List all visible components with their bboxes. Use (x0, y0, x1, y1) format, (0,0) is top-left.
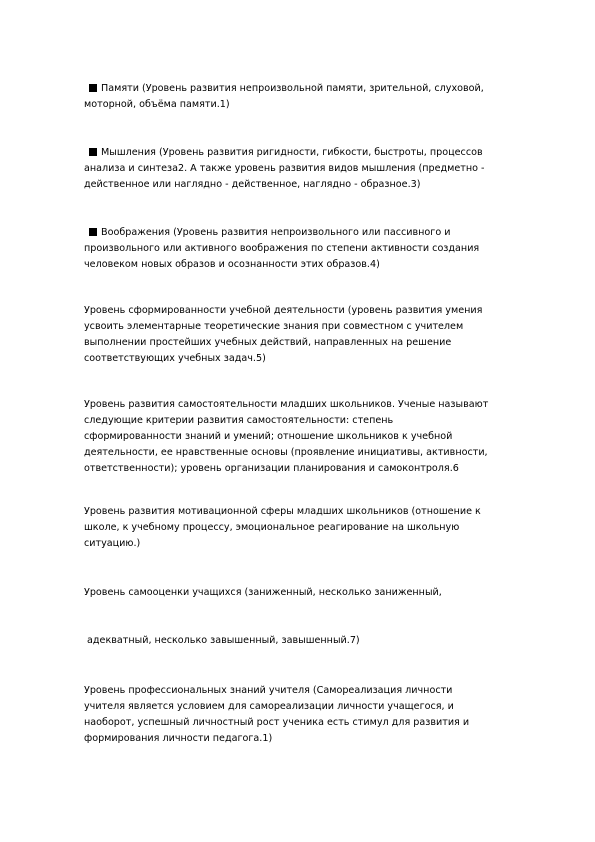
black-square-icon (89, 148, 97, 156)
paragraph-teacher-knowledge: Уровень профессиональных знаний учителя (Самореализация личности учителя является условием для самореализации личности учащегося, и наоборот, успешный личностный рост ученика есть стимул для развития и формирования личности педагога.1) (84, 685, 470, 744)
paragraph-learning-activity: Уровень сформированности учебной деятельности (уровень развития умения усвоить элементарные теоретические знания при совместном с учителем выполнении простейших учебных действий, направленных на решение соответствующих учебных задач.5) (84, 305, 483, 364)
bullet-item-memory (84, 81, 554, 113)
paragraph-independence: Уровень развития самостоятельности младших школьников. Ученые называют следующие критерии развития самостоятельности: степень сформированности знаний и умений; отношение школьников к учебной деятельности, ее нравственные основы (проявление инициативы, активности, ответственности); уровень организации планирования и самоконтроля.6 (84, 399, 489, 474)
black-square-icon (89, 84, 97, 92)
bullet-item-imagination (84, 225, 554, 273)
bullet-item-thinking (84, 145, 554, 193)
paragraph-motivation: Уровень развития мотивационной сферы младших школьников (отношение к школе, к учебному процессу, эмоциональное реагирование на школьную ситуацию.) (84, 506, 481, 549)
paragraph-self-esteem-continued: адекватный, несколько завышенный, завышенный.7) (84, 635, 360, 646)
bullet-item-text: Мышления (Уровень развития ригидности, гибкости, быстроты, процессов анализа и синтеза2. А также уровень развития видов мышления (предметно - действенное или наглядно - действенное, наглядно - образное.3) (84, 147, 485, 190)
paragraph-self-esteem: Уровень самооценки учащихся (заниженный, несколько заниженный, (84, 587, 442, 598)
bullet-item-text: Памяти (Уровень развития непроизвольной памяти, зрительной, слуховой, моторной, объёма памяти.1) (84, 83, 484, 110)
bullet-item-text: Воображения (Уровень развития непроизвольного или пассивного и произвольного или активного воображения по степени активности создания человеком новых образов и осознанности этих образов.4) (84, 227, 480, 270)
black-square-icon (89, 228, 97, 236)
